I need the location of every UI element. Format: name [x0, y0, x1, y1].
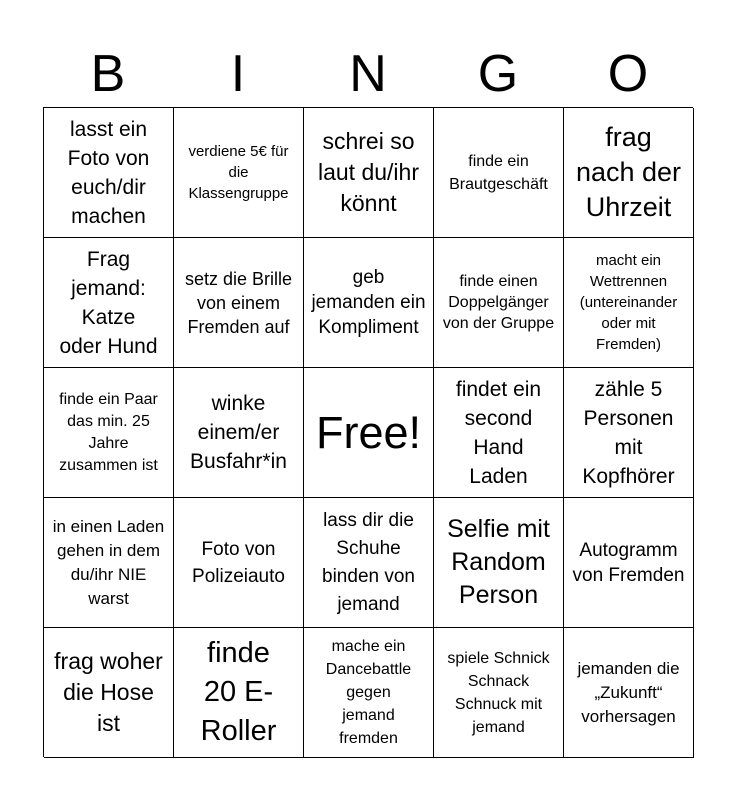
cell-text: schrei so laut du/ihr könnt [317, 128, 419, 216]
bingo-cell [304, 368, 434, 498]
bingo-cell [44, 628, 174, 758]
bingo-cell [44, 368, 174, 498]
bingo-cell [174, 108, 304, 238]
cell-text: setz die Brille von einem Fremden auf [184, 268, 293, 337]
bingo-grid [43, 107, 693, 757]
cell-text: lasst ein Foto von euch/dir machen [67, 117, 150, 228]
free-space: Free! [315, 406, 422, 458]
bingo-cell [434, 108, 564, 238]
cell-text: Autogramm von Fremden [572, 539, 685, 586]
header-letter-n: N [349, 45, 387, 103]
cell-text: verdiene 5€ für die Klassengruppe [188, 143, 289, 202]
cell-text: in einen Laden gehen in dem du/ihr NIE warst [52, 516, 165, 608]
bingo-cell [434, 238, 564, 368]
bingo-cell [174, 628, 304, 758]
bingo-cell [304, 108, 434, 238]
bingo-cell [174, 238, 304, 368]
cell-text: frag woher die Hose ist [54, 648, 163, 736]
bingo-cell [564, 628, 694, 758]
header-letter-o: O [607, 45, 649, 103]
bingo-cell [44, 238, 174, 368]
bingo-cell [564, 108, 694, 238]
bingo-cell [304, 498, 434, 628]
bingo-cell [434, 628, 564, 758]
cell-text: lass dir die Schuhe binden von jemand [322, 509, 415, 615]
bingo-header [43, 40, 693, 108]
cell-text: Selfie mit Random Person [447, 515, 550, 609]
cell-text: finde ein Brautgeschäft [449, 152, 548, 193]
bingo-cell [304, 628, 434, 758]
cell-text: mache ein Dancebattle gegen jemand fremden [325, 638, 412, 747]
bingo-cell [174, 368, 304, 498]
cell-text: findet ein second Hand Laden [455, 377, 542, 488]
cell-text: frag nach der Uhrzeit [575, 122, 682, 222]
cell-text: finde 20 E-Roller [200, 637, 277, 747]
bingo-cell [564, 238, 694, 368]
bingo-cell [44, 108, 174, 238]
cell-text: macht ein Wettrennen (untereinander oder mit Fremden) [579, 252, 678, 353]
header-letter-g: G [477, 45, 519, 103]
header-letter-i: I [230, 45, 246, 103]
bingo-cell [174, 498, 304, 628]
cell-text: zähle 5 Personen mit Kopfhörer [582, 377, 675, 488]
cell-text: jemanden die „Zukunft“ vorhersagen [577, 658, 680, 726]
header-letter-b: B [90, 45, 126, 103]
bingo-cell [434, 498, 564, 628]
bingo-cell [44, 498, 174, 628]
cell-text: Foto von Polizeiauto [192, 538, 285, 587]
bingo-cell [304, 238, 434, 368]
cell-text: winke einem/er Busfahr*in [190, 392, 287, 473]
cell-text: geb jemanden ein Kompliment [311, 267, 426, 338]
cell-text: Frag jemand: Katze oder Hund [59, 247, 158, 358]
cell-text: finde einen Doppelgänger von der Gruppe [442, 273, 555, 332]
cell-text: spiele Schnick Schnack Schnuck mit jemand [447, 649, 550, 736]
bingo-cell [564, 498, 694, 628]
cell-text: finde ein Paar das min. 25 Jahre zusammen ist [59, 390, 158, 474]
bingo-cell [434, 368, 564, 498]
bingo-cell [564, 368, 694, 498]
